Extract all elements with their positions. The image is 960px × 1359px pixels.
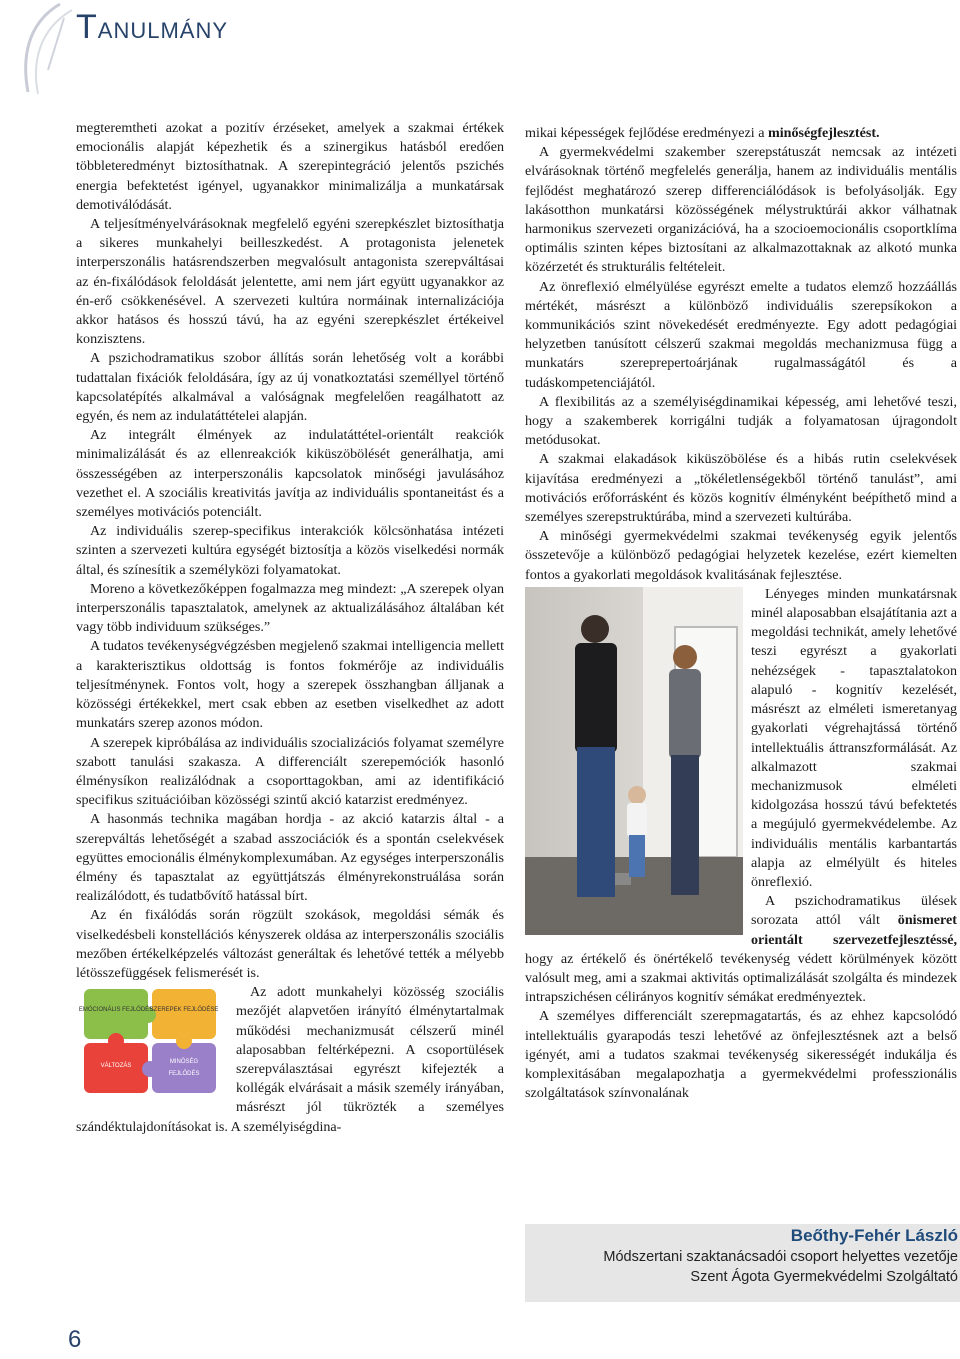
author-organization: Szent Ágota Gyermekvédelmi Szolgáltató (690, 1269, 958, 1285)
paragraph: A pszichodramatikus szobor állítás során lehetőség volt a korábbi tudattalan fixációk feloldására, így az új vonatkoztatási személlyel történő kapcsolatépítés alkalmával a valóságnak megfelelően reagálhatott az egyén, és nem az indulatáttételei alapján. (76, 350, 504, 425)
paragraph: A szakmai elakadások kiküszöbölése és a hibás rutin cselekvések kijavítása eredményezi a „tökéletlenségekből történő tanulást”, ami motivációs erőforrásként és közös kognitív élményként beépíthető mind a személyes szerepstruktúrába, mind a szervezeti kultúrába. (525, 451, 957, 526)
paragraph: A tudatos tevékenységvégzésben megjelenő szakmai intelligencia mellett a karakterisztikus oldottság is fontos fokmérője az individuális teljesítménynek. Fontos volt, hogy a szerepek összhangban álljanak a közösségi értékekkel, mert csak ebben az esetben viselkedhet az adott munkatárs szerep azonos módon. (76, 638, 504, 732)
puzzle-figure (76, 985, 226, 1101)
paragraph: Az önreflexió elmélyülése egyrészt emelte a tudatos elemző hozzáállás mértékét, másrészt a különböző individuális szerepsíkokon a kommunikációs szint növekedését eredményezte. Egy adott pedagógiai helyzetben tanúsított célszerű szakmai megoldás mechanizmusa függ a munkatárs szereprepertoárjának rugalmasságától és a tudáskompetenciájától. (525, 278, 957, 391)
family-photo (525, 587, 743, 935)
section-title: TANULMÁNY (76, 8, 229, 46)
author-name: Beőthy-Fehér László (790, 1226, 958, 1245)
paragraph: Az integrált élmények az indulatáttétel-orientált reakciók minimalizálását és az ellenreakciók kiküszöbölését generálhatja, ami összességében az interperszonális kapcsolatok minőségi javulásához vezethet el. A szociális kreativitás javítja az individuális spontaneitást és a személyes motivációs potenciált. (76, 427, 504, 521)
paragraph: A személyes differenciált szerepmagatartás, és az ehhez kapcsolódó intellektuális gyarapodás teszi lehetővé az önfejlesztésnek azt a belső igényét, ami a tudatos szakmai tevékenység sikerességét indukálja és komplexitásában megalapozhatja a gyermekvédelmi professzionális szolgáltatások színvonalának (525, 1008, 957, 1102)
paragraph: A pszichodramatikus ülések sorozata attól vált önismeret orientált szervezetfejlesztéssé, hogy az értékelő és önértékelő tevékenység védett körülmények között valósult meg, ami a szakmai aktivitás optimalizálását szolgálta és mindezek intrapszichésen célirányos kognitív sémákat eredményeztek. (525, 893, 957, 1006)
puzzle-label: VÁLTOZÁS (100, 1063, 132, 1070)
paragraph: A szerepek kipróbálása az individuális szocializációs folyamat személyre szabott tanulási szakasza. A differenciált szerepemóciók hasonló élménysíkon realizálódnak a csoporttagokban, ami az identifikáció specifikus szituációiban közösségi szintű akció katarzist eredményez. (76, 734, 504, 809)
paragraph: A flexibilitás az a személyiségdinamikai képesség, ami lehetővé teszi, hogy a szakemberek korrigálni tudják a folyamatosan újragondolt metódusokat. (525, 393, 957, 449)
paragraph: Az én fixálódás során rögzült szokások, megoldási sémák és viselkedésbeli konstellációs kényszerek oldása az interperszonális szociális mezőben értékelképzelés változást generáltak és lehetővé tették a mélyebb létösszefüggések felismerését is. (76, 907, 504, 981)
puzzle-label: SZEREPEK FEJLŐDÉSE (149, 1007, 219, 1014)
paragraph: A teljesítményelvárásoknak megfelelő egyéni szerepkészlet biztosíthatja a sikeres munkahelyi beilleszkedést. A protagonista jelenetek interperszonális hatásrendszerben megvalósult antagonista szerepváltásai az én-fixálódások feloldását jelentette, ami nem járt együtt ugyanakkor az én-erő csökkenésével. A szervezeti kultúra normáinak internalizációja akkor hatásos és hosszú távú, ha az egyéni szerepkészlet értékeivel konzisztens. (76, 216, 504, 348)
paragraph: Moreno a következőképpen fogalmazza meg mindezt: „A szerepek olyan interperszonális tapasztalatok, amelynek az aktualizálásához általában két vagy több individuum szükséges.” (76, 580, 504, 636)
author-signature (525, 1224, 960, 1302)
paragraph: A minőségi gyermekvédelmi szakmai tevékenység egyik jelentős összetevője a különböző pedagógiai helyzetek kezelése, ezért kiemelten fontos a gyakorlati megoldások kvalitásának fejlesztése. (525, 528, 957, 583)
puzzle-label: EMÓCIONÁLIS FEJLŐDÉS (78, 1007, 154, 1014)
paragraph: mikai képességek fejlődése eredményezi a minőségfejlesztést. (525, 125, 880, 141)
puzzle-label: FEJLŐDÉS (168, 1071, 200, 1078)
left-column (76, 119, 504, 1137)
puzzle-label: MINŐSÉG (169, 1059, 199, 1066)
paragraph: A hasonmás technika magában hordja - az akció katarzis által - a szerepváltás lehetőségét a szabad asszociációk és a spontán cselekvések együttes emocionális élménykomplexumában. Az egységes interperszonális élmény és tapasztalat az együttjátszás élményrekonstruálása során realizálódott, és tudatbővítő hatással bírt. (76, 811, 504, 905)
paragraph: A gyermekvédelmi szakember szerepstátuszát nemcsak az intézeti elvárásoknak történő megfelelés generálja, hanem az individuális mentális fejlődést meghatározó szerep differenciálódások is befolyásolják. Egy lakásotthon munkatársi közösségének mélystruktúrái akkor válhatnak harmonikus szervezeti organizációvá, ha a szocioemocionális csoportklíma optimális szinten képes biztosítani az alkalmazottaknak az alkotó munka közérzetét és strukturális feltételeit. (525, 144, 957, 276)
right-column (525, 124, 957, 1103)
paragraph: Lényeges minden munkatársnak minél alaposabban elsajátítania azt a megoldási technikát, amely lehetővé teszi egyrészt a gyakorlati nehézségek - tapasztalatokon alapuló - kognitív kezelését, másrészt az elméleti ismeretanyag gyakorlati végrehajtássá történő intellektuális áttranszformálását. Az alkalmazott szakmai mechanizmusok elméleti kidolgozása hosszú távú befektetés a megújuló gyermekvédelembe. Az individuális mentális karbantartás alapja az elmélyült és hiteles önreflexió. (751, 585, 957, 890)
paragraph: Az adott munkahelyi közösség szociális mezőjét alapvetően irányító élménytartalmak működési mechanizmusát célszerű minél alaposabban feltérképezni. A csoportülések szerepválasztásai egyrészt kifejezték a kollégák elvárásait a másik személy irányában, másrészt jól tükrözték a személyes szándéktulajdonításokat is. A személyiségdina- (76, 984, 504, 1135)
magazine-logo-icon (20, 0, 80, 96)
paragraph: Az individuális szerep-specifikus interakciók kölcsönhatása intézeti szinten a szervezeti kultúra egységét biztosítja a közös viselkedési normák által, és színesítik a személyközi folyamatokat. (76, 523, 504, 578)
paragraph: megteremtheti azokat a pozitív érzéseket, amelyek a szakmai értékek emocionális alapját képezhetik és a szinergikus hatásból eredően többleteredményt biztosíthatnak. A szerepintegráció jelentős pszichés energia befektetést igényel, ugyanakkor minimalizálja a munkatársak demotiválódását. (76, 120, 504, 213)
page-number: 6 (68, 1326, 82, 1353)
author-title: Módszertani szaktanácsadói csoport helyettes vezetője (603, 1249, 958, 1265)
